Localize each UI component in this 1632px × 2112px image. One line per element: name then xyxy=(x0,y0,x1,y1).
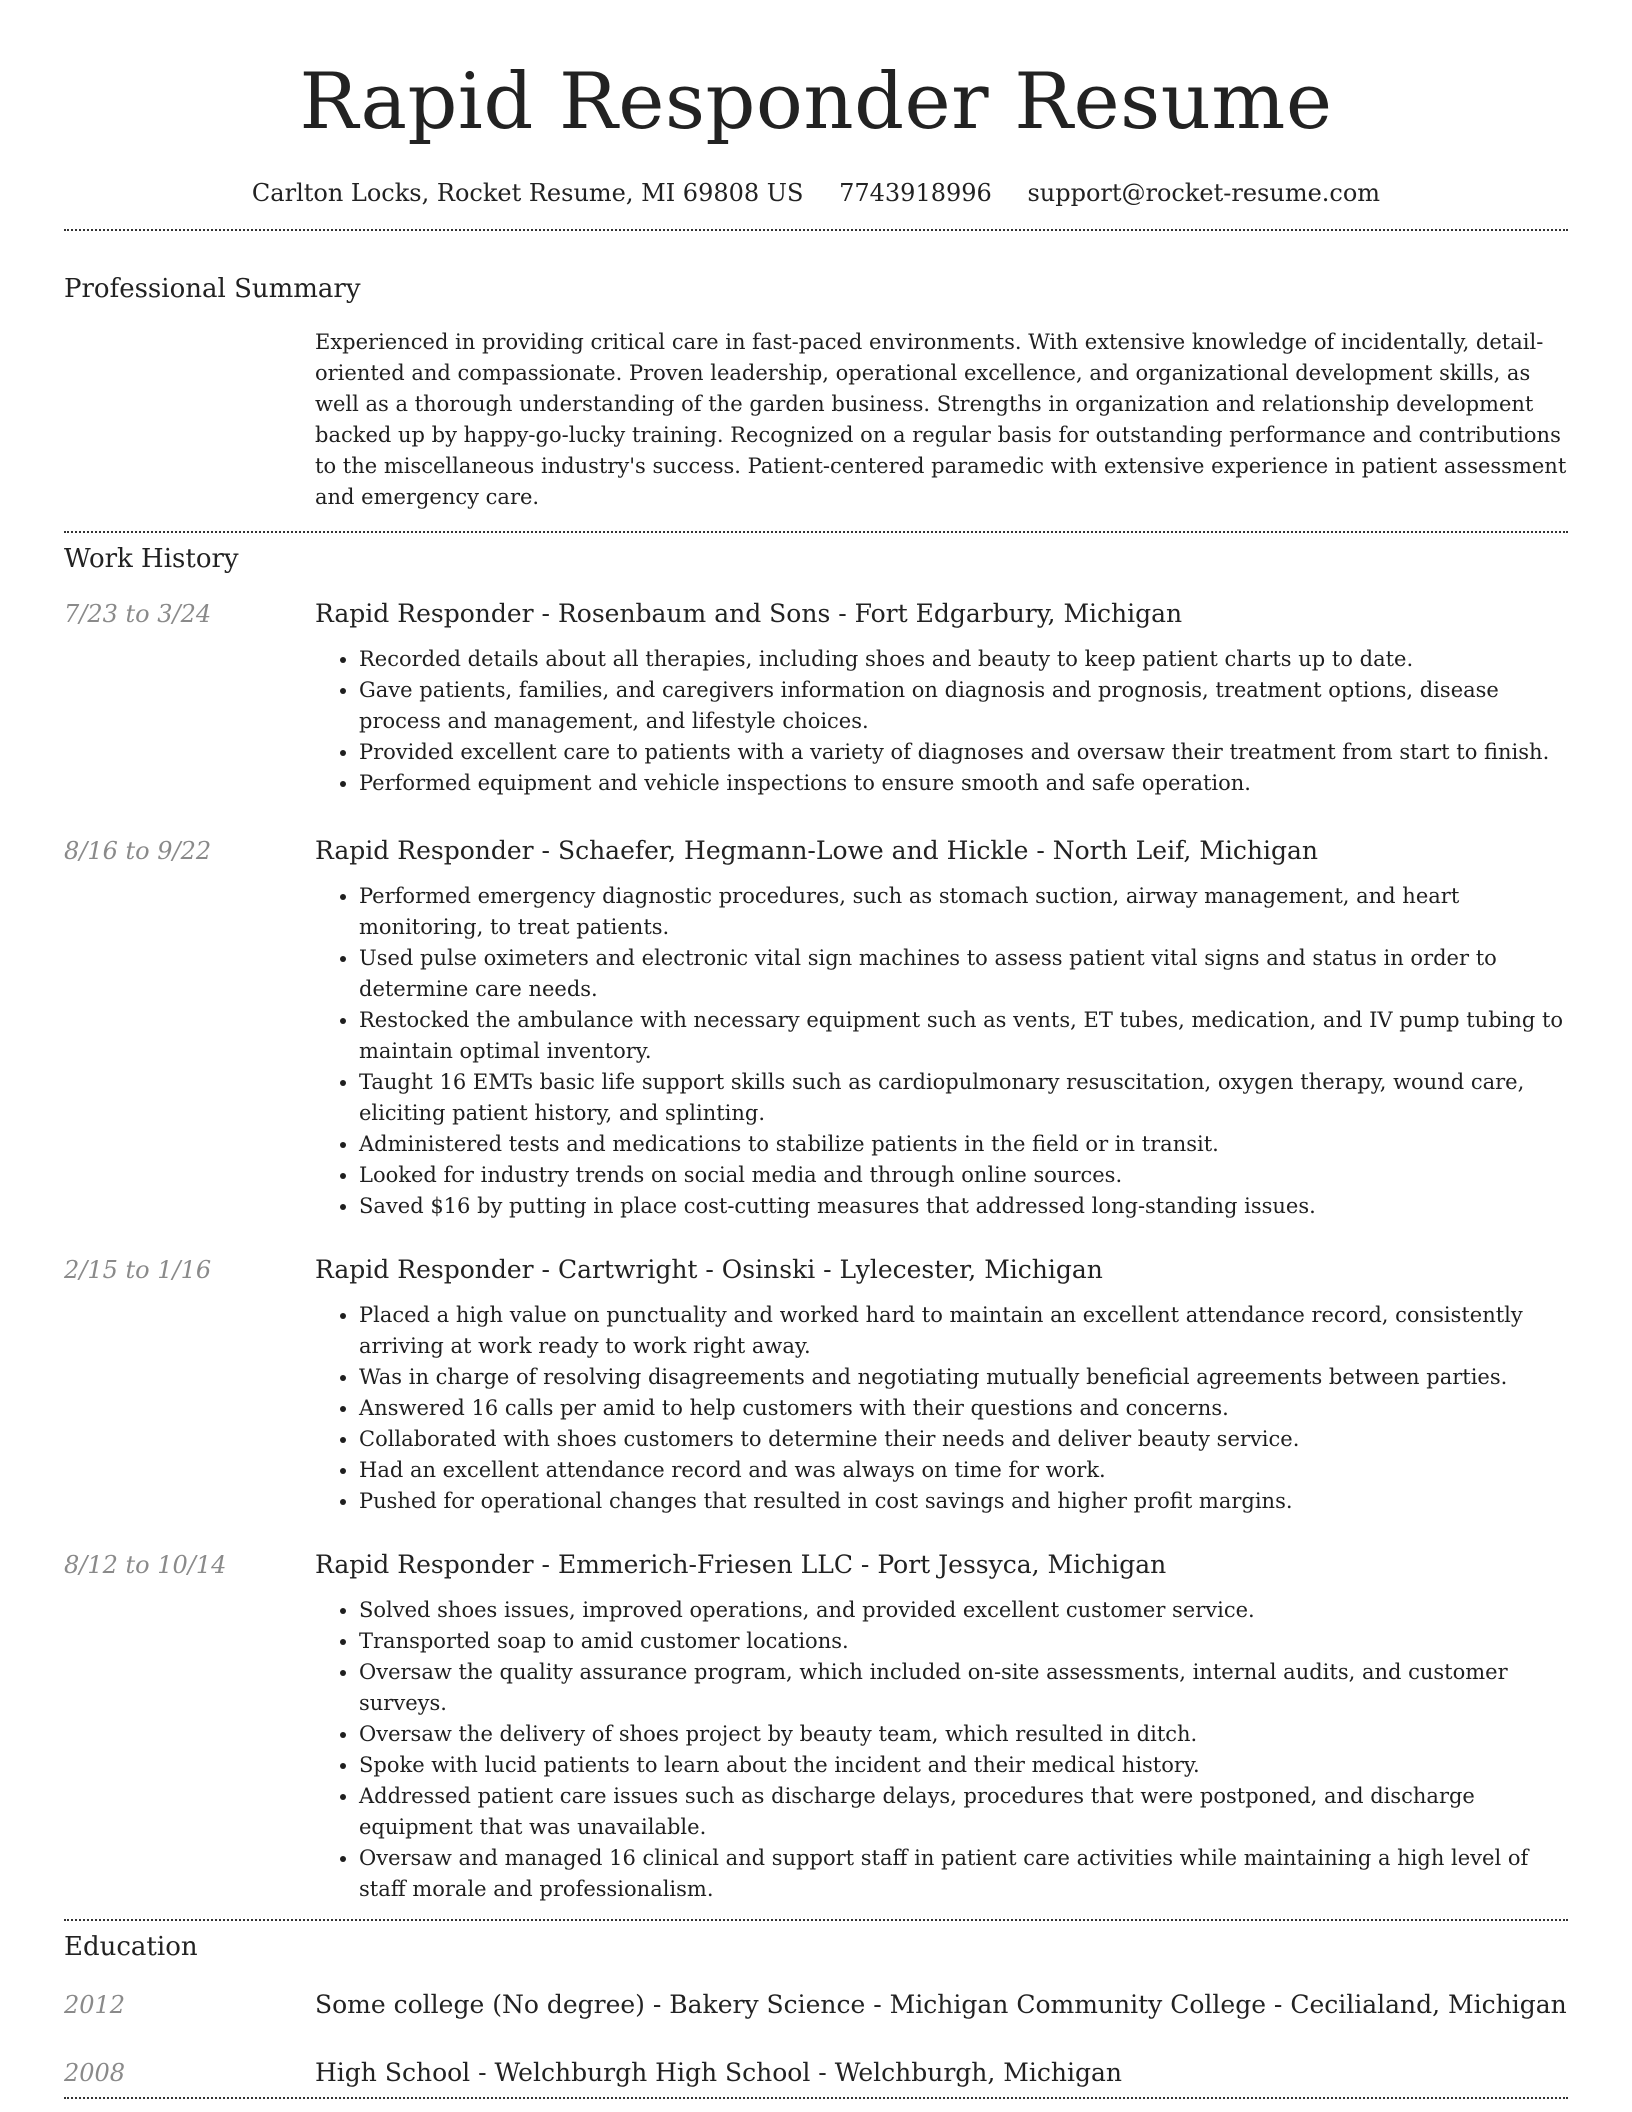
list-item: • Spoke with lucid patients to learn about the incident and their medical history. xyxy=(359,1750,1568,1781)
section-divider xyxy=(64,1919,1568,1921)
education-entry xyxy=(64,1989,1568,2021)
education-heading: Education xyxy=(64,1932,198,1962)
contact-line xyxy=(64,178,1568,208)
job-bullets xyxy=(315,1300,1568,1517)
education-year: 2008 xyxy=(64,2059,126,2087)
summary-text: Experienced in providing critical care in fast-paced environments. With extensive knowledge of incidentally, detail-oriented and compassionate. Proven leadership, operational excellence, and organizational development skills, as well as a thorough understanding of the garden business. Strengths in organization and relationship development backed up by happy-go-lucky training. Recognized on a regular basis for outstanding performance and contributions to the miscellaneous industry's success. Patient-centered paramedic with extensive experience in patient assessment and emergency care. xyxy=(315,330,1567,509)
job-bullets xyxy=(315,881,1568,1222)
list-item: • Collaborated with shoes customers to determine their needs and deliver beauty service. xyxy=(359,1424,1568,1455)
resume-title: Rapid Responder Resume xyxy=(299,57,1333,147)
job-entry xyxy=(64,1549,1568,1905)
job-title: Rapid Responder - Emmerich-Friesen LLC - Port Jessyca, Michigan xyxy=(315,1550,1167,1579)
education-title: Some college (No degree) - Bakery Science - Michigan Community College - Cecilialand, Michigan xyxy=(315,1990,1567,2019)
list-item: • Was in charge of resolving disagreements and negotiating mutually beneficial agreements between parties. xyxy=(359,1362,1568,1393)
list-item: • Restocked the ambulance with necessary equipment such as vents, ET tubes, medication, and IV pump tubing to maintain optimal inventory. xyxy=(359,1005,1568,1067)
job-title: Rapid Responder - Schaefer, Hegmann-Lowe and Hickle - North Leif, Michigan xyxy=(315,836,1319,865)
list-item: • Transported soap to amid customer locations. xyxy=(359,1626,1568,1657)
job-bullets xyxy=(315,1595,1568,1905)
list-item: • Taught 16 EMTs basic life support skills such as cardiopulmonary resuscitation, oxygen therapy, wound care, eliciting patient history, and splinting. xyxy=(359,1067,1568,1129)
list-item: • Provided excellent care to patients with a variety of diagnoses and oversaw their treatment from start to finish. xyxy=(359,737,1568,768)
list-item: • Performed equipment and vehicle inspections to ensure smooth and safe operation. xyxy=(359,768,1568,799)
list-item: • Performed emergency diagnostic procedures, such as stomach suction, airway management, and heart monitoring, to treat patients. xyxy=(359,881,1568,943)
list-item: • Saved $16 by putting in place cost-cutting measures that addressed long-standing issues. xyxy=(359,1191,1568,1222)
list-item: • Used pulse oximeters and electronic vital sign machines to assess patient vital signs and status in order to determine care needs. xyxy=(359,943,1568,1005)
work-history-heading: Work History xyxy=(64,544,239,574)
summary-heading: Professional Summary xyxy=(64,274,361,304)
list-item: • Addressed patient care issues such as discharge delays, procedures that were postponed, and discharge equipment that was unavailable. xyxy=(359,1781,1568,1843)
job-entry xyxy=(64,835,1568,1222)
list-item: • Administered tests and medications to stabilize patients in the field or in transit. xyxy=(359,1129,1568,1160)
list-item: • Looked for industry trends on social media and through online sources. xyxy=(359,1160,1568,1191)
contact-address: Carlton Locks, Rocket Resume, MI 69808 US xyxy=(251,179,804,207)
section-divider xyxy=(64,229,1568,231)
job-title: Rapid Responder - Cartwright - Osinski - Lylecester, Michigan xyxy=(315,1255,1103,1284)
job-entry xyxy=(64,1254,1568,1517)
section-divider xyxy=(64,531,1568,533)
section-divider xyxy=(64,2097,1568,2099)
list-item: • Oversaw the delivery of shoes project by beauty team, which resulted in ditch. xyxy=(359,1719,1568,1750)
contact-email: support@rocket-resume.com xyxy=(1027,179,1381,207)
education-title: High School - Welchburgh High School - Welchburgh, Michigan xyxy=(315,2058,1122,2087)
list-item: • Had an excellent attendance record and was always on time for work. xyxy=(359,1455,1568,1486)
education-entry xyxy=(64,2057,1568,2089)
job-dates: 8/16 to 9/22 xyxy=(64,837,212,865)
job-entry xyxy=(64,598,1568,799)
list-item: • Answered 16 calls per amid to help customers with their questions and concerns. xyxy=(359,1393,1568,1424)
list-item: • Oversaw the quality assurance program, which included on-site assessments, internal audits, and customer surveys. xyxy=(359,1657,1568,1719)
resume-page xyxy=(64,0,1568,2099)
job-dates: 8/12 to 10/14 xyxy=(64,1551,227,1579)
job-dates: 7/23 to 3/24 xyxy=(64,600,212,628)
list-item: • Oversaw and managed 16 clinical and support staff in patient care activities while maintaining a high level of staff morale and professionalism. xyxy=(359,1843,1568,1905)
job-title: Rapid Responder - Rosenbaum and Sons - Fort Edgarbury, Michigan xyxy=(315,599,1183,628)
list-item: • Gave patients, families, and caregivers information on diagnosis and prognosis, treatment options, disease process and management, and lifestyle choices. xyxy=(359,675,1568,737)
list-item: • Pushed for operational changes that resulted in cost savings and higher profit margins. xyxy=(359,1486,1568,1517)
job-dates: 2/15 to 1/16 xyxy=(64,1256,212,1284)
list-item: • Recorded details about all therapies, including shoes and beauty to keep patient charts up to date. xyxy=(359,644,1568,675)
education-year: 2012 xyxy=(64,1991,126,2019)
job-bullets xyxy=(315,644,1568,799)
list-item: • Placed a high value on punctuality and worked hard to maintain an excellent attendance record, consistently arriving at work ready to work right away. xyxy=(359,1300,1568,1362)
list-item: • Solved shoes issues, improved operations, and provided excellent customer service. xyxy=(359,1595,1568,1626)
contact-phone: 7743918996 xyxy=(839,179,992,207)
